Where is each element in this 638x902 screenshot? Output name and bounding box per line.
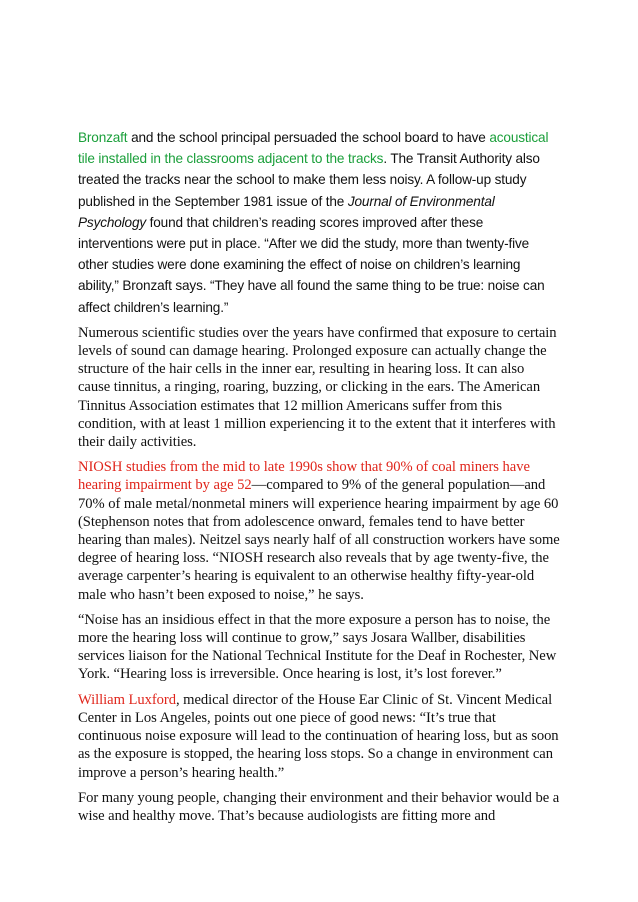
paragraph-young-people: For many young people, changing their environment and their behavior would be a wise and healthy move. That’s because audiologists are fitting more and	[78, 789, 560, 824]
paragraph-niosh	[78, 458, 560, 604]
paragraph-bronzaft-study	[78, 127, 560, 318]
paragraph-wallber-quote: “Noise has an insidious effect in that the more exposure a person has to noise, the more the hearing loss will continue to grow,” says Josara Wallber, disabilities services liaison for the National Technical Institute for the Deaf in Rochester, New York. “Hearing loss is irreversible. Once hearing is lost, it’s lost forever.”	[78, 611, 557, 683]
link-william-luxford[interactable]: William Luxford	[78, 691, 176, 708]
paragraph-text: and the school principal persuaded the school board to have	[127, 130, 490, 145]
journal-title: Journal of Environmental Psychology	[78, 193, 495, 230]
document-body	[78, 127, 560, 832]
link-acoustical-tile[interactable]: acoustical tile installed in the classrooms adjacent to the tracks	[78, 130, 549, 167]
paragraph-text: —compared to 9% of the general population—and 70% of male metal/nonmetal miners will experience hearing impairment by age 60 (Stephenson notes that from adolescence onward, females tend to have better hearing than males). Neitzel says nearly half of all construction workers have some degree of hearing loss. “NIOSH research also reveals that by age twenty-five, the average carpenter’s hearing is equivalent to an otherwise healthy fifty-year-old male who hasn’t been exposed to noise,” he says.	[78, 477, 560, 603]
paragraph-text: , medical director of the House Ear Clinic of St. Vincent Medical Center in Los Angeles, points out one piece of good news: “It’s true that continuous noise exposure will lead to the continuation of hearing loss, but as soon as the exposure is stopped, the hearing loss stops. So a change in environment can improve a person’s hearing health.”	[78, 691, 559, 781]
paragraph-scientific-studies: Numerous scientific studies over the years have confirmed that exposure to certain levels of sound can damage hearing. Prolonged exposure can actually change the structure of the hair cells in the inner ear, resulting in hearing loss. It can also cause tinnitus, a ringing, roaring, buzzing, or clicking in the ears. The American Tinnitus Association estimates that 12 million Americans suffer from this condition, with at least 1 million experiencing it to the extent that it interferes with their daily activities.	[78, 324, 557, 451]
paragraph-luxford	[78, 691, 560, 782]
link-bronzaft[interactable]: Bronzaft	[78, 130, 128, 145]
paragraph-text: . The Transit Authority also treated the tracks near the school to make them less noisy. A follow-up study published in the September 1981 issue of the	[78, 151, 540, 209]
link-niosh-studies[interactable]: NIOSH studies from the mid to late 1990s show that 90% of coal miners have hearing impairment by age 52	[78, 459, 530, 494]
paragraph-text: found that children’s reading scores improved after these interventions were put in place. “After we did the study, more than twenty-five other studies were done examining the effect of noise on children’s learning ability,” Bronzaft says. “They have all found the same thing to be true: noise can affect children’s learning.”	[78, 214, 545, 315]
